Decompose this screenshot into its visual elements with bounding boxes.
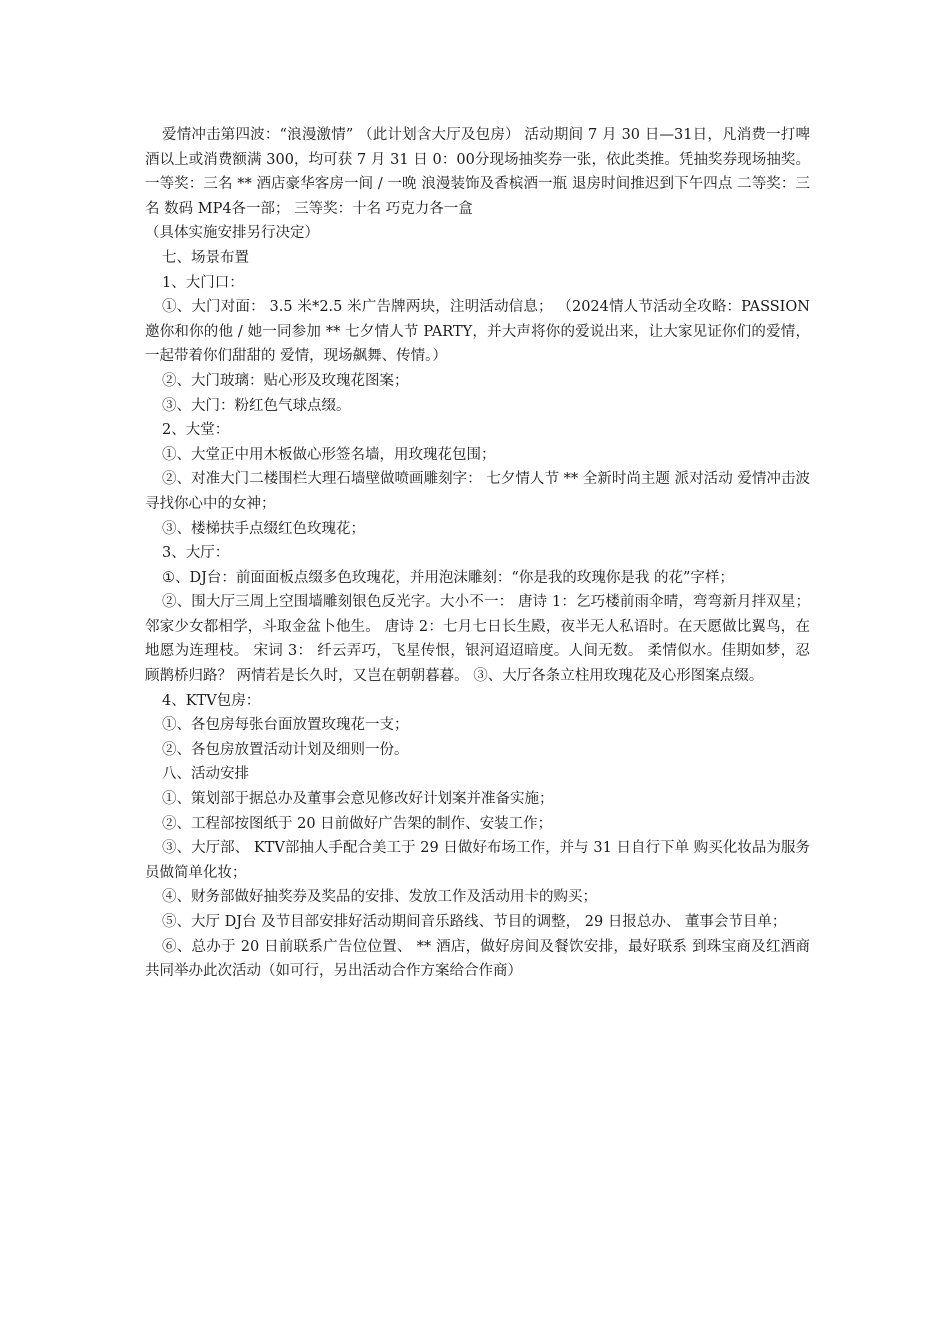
list-item-entrance-glass: ②、大门玻璃：贴心形及玫瑰花图案； bbox=[162, 372, 409, 389]
list-item-hall-poems: ②、围大厅三周上空围墙雕刻银色反光字。大小不一： 唐诗 1：乞巧楼前雨伞晴，弯弯新月拌双星； 邻家少女都相学，斗取金盆卜他生。 唐诗 2：七月七日长生殿，夜半无人私语时。在天愿做比翼鸟，在地愿为连理枝。 宋词 3： 纤云弄巧，飞星传恨，银河迢迢暗度。人间无数。 柔情似水。佳期如梦，忍顾鹊桥归路？ 两情若是长久时，又岂在朝朝暮暮。 ③、大厅各条立柱用玫瑰花及心形图案点缀。 bbox=[145, 594, 810, 685]
heading-scene-layout: 七、场景布置 bbox=[162, 249, 249, 266]
subheading-entrance: 1、大门口： bbox=[162, 274, 244, 291]
document-body bbox=[145, 123, 810, 984]
list-item-hall-ktv-dept: ③、大厅部、 KTV部抽人手配合美工于 29 日做好布场工作，并与 31 日自行下单 购买化妆品为服务员做简单化妆； bbox=[145, 840, 810, 881]
paragraph-event-wave-four: 爱情冲击第四波：“浪漫激情” （此计划含大厅及包房） 活动期间 7 月 30 日—31日，凡消费一打啤酒以上或消费额满 300，均可获 7 月 31 日 0：00分现场抽奖券一张，依此类推。凭抽奖券现场抽奖。 一等奖：三名 ** 酒店豪华客房一间 / 一晚 浪漫装饰及香槟酒一瓶 退房时间推迟到下午四点 二等奖：三名 数码 MP4各一部； 三等奖：十名 巧克力各一盒 bbox=[145, 127, 810, 217]
list-item-lobby-stairs: ③、楼梯扶手点缀红色玫瑰花； bbox=[162, 520, 365, 537]
subheading-ktv-rooms: 4、KTV包房： bbox=[162, 692, 261, 709]
list-item-lobby-engraving: ②、对准大门二楼围栏大理石墙壁做喷画雕刻字： 七夕情人节 ** 全新时尚主题 派对活动 爱情冲击波寻找你心中的女神； bbox=[145, 471, 810, 512]
paragraph-implementation-note: （具体实施安排另行决定） bbox=[145, 225, 319, 242]
list-item-hall-dj-booth: ①、DJ台：前面面板点缀多色玫瑰花，并用泡沫雕刻：“你是我的玫瑰你是我 的花”字样； bbox=[162, 569, 734, 586]
heading-event-arrangement: 八、活动安排 bbox=[162, 766, 249, 783]
list-item-lobby-signature-wall: ①、大堂正中用木板做心形签名墙，用玫瑰花包围； bbox=[162, 446, 496, 463]
list-item-general-office: ⑥、总办于 20 日前联系广告位位置、 ** 酒店，做好房间及餐饮安排，最好联系 到珠宝商及红酒商共同举办此次活动（如可行，另出活动合作方案给合作商） bbox=[145, 938, 810, 980]
list-item-dj-program-dept: ⑤、大厅 DJ台 及节目部安排好活动期间音乐路线、节目的调整， 29 日报总办、 董事会节目单； bbox=[162, 914, 787, 930]
list-item-engineering-dept: ②、工程部按图纸于 20 日前做好广告架的制作、安装工作； bbox=[162, 815, 553, 832]
list-item-finance-dept: ④、财务部做好抽奖券及奖品的安排、发放工作及活动用卡的购买； bbox=[162, 889, 597, 906]
list-item-ktv-plan: ②、各包房放置活动计划及细则一份。 bbox=[162, 741, 409, 758]
list-item-entrance-balloons: ③、大门：粉红色气球点缀。 bbox=[162, 397, 351, 414]
list-item-planning-dept: ①、策划部于据总办及董事会意见修改好计划案并准备实施； bbox=[162, 791, 554, 808]
subheading-lobby: 2、大堂： bbox=[162, 422, 230, 439]
list-item-ktv-roses: ①、各包房每张台面放置玫瑰花一支； bbox=[162, 717, 409, 734]
subheading-hall: 3、大厅： bbox=[162, 545, 230, 562]
list-item-entrance-billboard: ①、大门对面： 3.5 米*2.5 米广告牌两块，注明活动信息； （2024情人节活动全攻略：PASSION邀你和你的他 / 她一同参加 ** 七夕情人节 PARTY，并大声将你的爱说出来，让大家见证你们的爱情，一起带着你们甜甜的 爱情，现场飙舞、传情。） bbox=[145, 299, 810, 365]
